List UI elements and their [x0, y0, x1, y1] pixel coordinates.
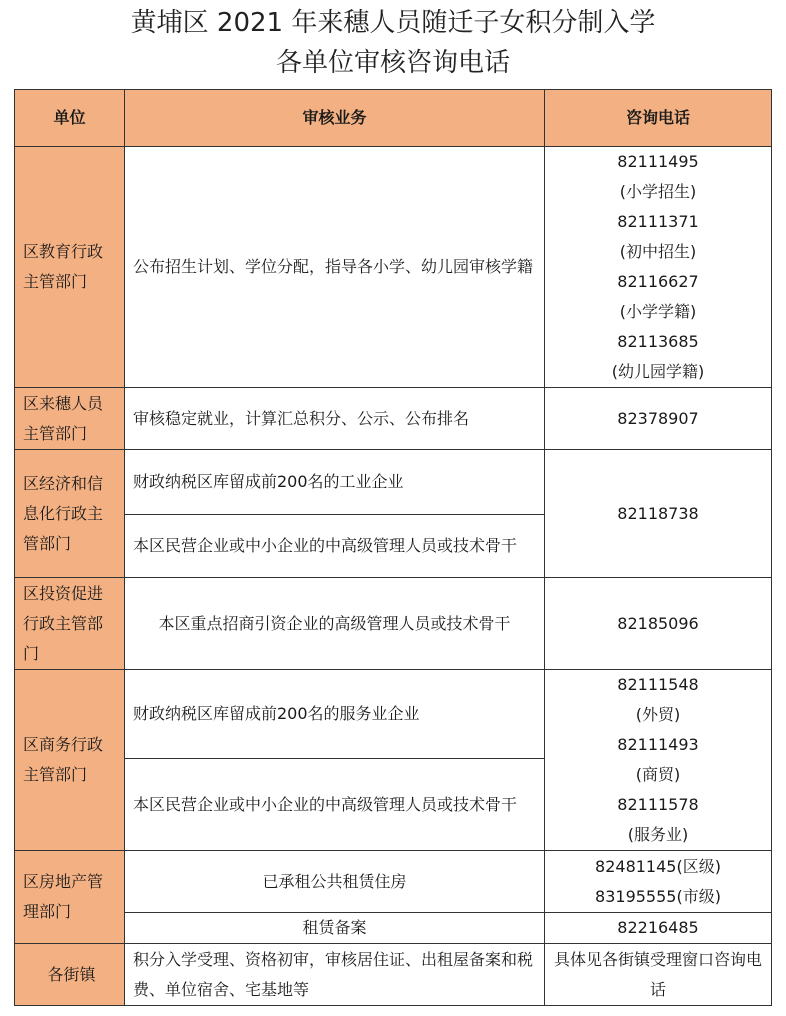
phone-note: (初中招生): [619, 242, 697, 261]
unit-line: 区投资促进: [23, 583, 104, 603]
phone-number: 82111371: [617, 212, 699, 231]
business-cell: 本区民营企业或中小企业的中高级管理人员或技术骨干: [125, 759, 545, 851]
unit-line: 管部门: [23, 533, 72, 553]
phone-cell: [545, 670, 772, 851]
contact-table: [14, 89, 772, 1006]
business-cell: 财政纳税区库留成前200名的工业企业: [125, 450, 545, 515]
phone-note: (小学招生): [619, 182, 697, 201]
table-row: [15, 450, 772, 515]
phone-number: 82113685: [617, 332, 699, 351]
unit-cell: 各街镇: [15, 944, 125, 1006]
table-row: [15, 578, 772, 670]
unit-line: 区来穗人员: [23, 393, 104, 413]
unit-line: 区教育行政: [23, 242, 104, 261]
page-subtitle: 各单位审核咨询电话: [275, 48, 510, 78]
unit-cell: [15, 388, 125, 450]
phone-number: 82481145(区级): [595, 856, 721, 876]
unit-cell: [15, 851, 125, 944]
unit-cell: [15, 578, 125, 670]
page-title: 黄埔区 2021 年来穗人员随迁子女积分制入学: [130, 8, 656, 38]
header-phone: 咨询电话: [545, 90, 772, 147]
unit-line: 区经济和信: [23, 473, 104, 493]
phone-cell: 具体见各街镇受理窗口咨询电话: [545, 944, 772, 1006]
unit-line: 理部门: [23, 902, 72, 921]
phone-number: 82111548: [617, 675, 699, 694]
table-row: [15, 147, 772, 388]
business-cell: 积分入学受理、资格初审，审核居住证、出租屋备案和税费、单位宿舍、宅基地等: [125, 944, 545, 1006]
table-row: [15, 388, 772, 450]
unit-line: 主管部门: [23, 272, 88, 291]
phone-number: 82111495: [617, 152, 699, 171]
phone-note: (服务业): [627, 825, 689, 844]
unit-line: 门: [23, 643, 40, 663]
table-row: [15, 851, 772, 913]
phone-cell: 82216485: [545, 913, 772, 944]
phone-number: 83195555(市级): [595, 886, 721, 906]
table-row: [15, 670, 772, 759]
business-cell: 财政纳税区库留成前200名的服务业企业: [125, 670, 545, 759]
business-cell: 本区民营企业或中小企业的中高级管理人员或技术骨干: [125, 515, 545, 578]
unit-line: 主管部门: [23, 423, 88, 443]
header-row: [15, 90, 772, 147]
header-unit: 单位: [15, 90, 125, 147]
business-cell: 本区重点招商引资企业的高级管理人员或技术骨干: [125, 578, 545, 670]
business-cell: 已承租公共租赁住房: [125, 851, 545, 913]
phone-cell: 82378907: [545, 388, 772, 450]
unit-line: 行政主管部: [23, 613, 104, 633]
phone-cell: 82118738: [545, 450, 772, 578]
unit-cell: [15, 147, 125, 388]
phone-number: 82116627: [617, 272, 699, 291]
phone-note: (小学学籍): [619, 302, 697, 321]
business-cell: 审核稳定就业，计算汇总积分、公示、公布排名: [125, 388, 545, 450]
phone-note: (外贸): [635, 705, 681, 724]
unit-cell: [15, 450, 125, 578]
table-row: [15, 913, 772, 944]
unit-line: 区商务行政: [23, 735, 104, 754]
unit-cell: [15, 670, 125, 851]
table-row: [15, 944, 772, 1006]
unit-line: 主管部门: [23, 765, 88, 784]
phone-note: (商贸): [635, 765, 681, 784]
business-cell: 租赁备案: [125, 913, 545, 944]
unit-line: 区房地产管: [23, 872, 104, 891]
phone-cell: 82185096: [545, 578, 772, 670]
header-business: 审核业务: [125, 90, 545, 147]
phone-note: (幼儿园学籍): [611, 362, 705, 381]
phone-cell: [545, 147, 772, 388]
unit-line: 息化行政主: [23, 503, 104, 523]
phone-number: 82111578: [617, 795, 699, 814]
phone-cell: [545, 851, 772, 913]
phone-number: 82111493: [617, 735, 699, 754]
business-cell: 公布招生计划、学位分配，指导各小学、幼儿园审核学籍: [125, 147, 545, 388]
